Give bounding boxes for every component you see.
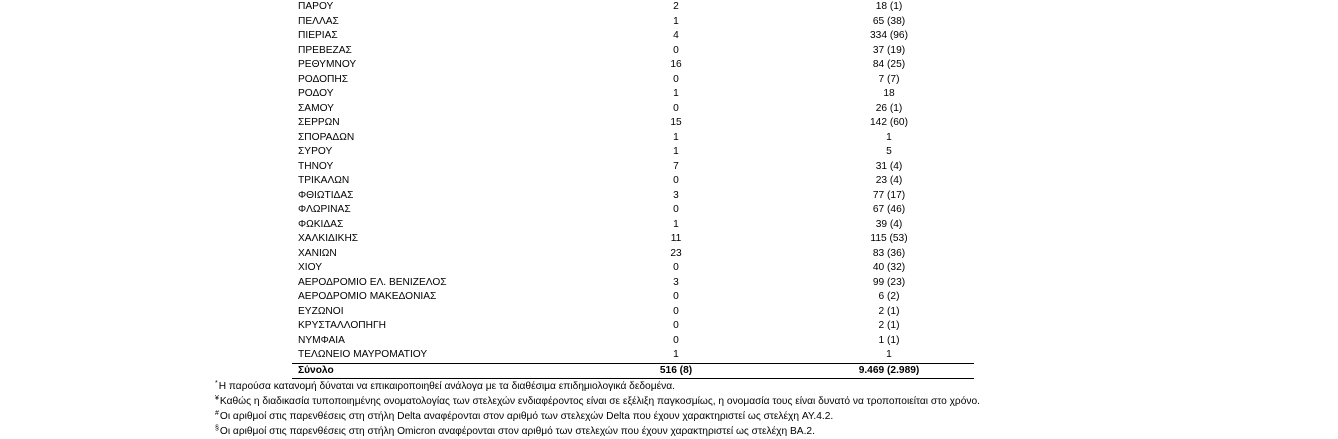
delta-cell: 18 (1) bbox=[875, 1, 903, 12]
table-row bbox=[292, 319, 974, 334]
omicron-cell: 0 bbox=[673, 204, 679, 215]
delta-cell: 23 (4) bbox=[875, 175, 903, 186]
delta-cell: 1 (1) bbox=[878, 334, 900, 346]
omicron-cell: 23 bbox=[670, 247, 682, 259]
footnote-mark: § bbox=[215, 425, 219, 432]
table-row bbox=[292, 102, 974, 117]
region-cell: ΤΡΙΚΑΛΩΝ bbox=[298, 175, 350, 186]
delta-cell: 65 (38) bbox=[872, 15, 906, 27]
delta-cell: 39 (4) bbox=[875, 218, 903, 230]
delta-cell: 67 (46) bbox=[872, 204, 906, 215]
footnote bbox=[215, 391, 1315, 406]
delta-cell: 31 (4) bbox=[875, 160, 903, 172]
table-row bbox=[292, 73, 974, 88]
footnote-text: Καθώς η διαδικασία τυποποιημένης ονοματολογίας των στελεχών ενδιαφέροντος είναι σε εξέλιξη παγκοσμίως, η ονομασία τους είναι δυνατό να τροποποιείται στο χρόνο. bbox=[219, 396, 980, 407]
footnote-mark: # bbox=[215, 410, 219, 417]
table-body bbox=[292, 0, 974, 363]
table-row bbox=[292, 58, 974, 73]
delta-cell: 18 bbox=[883, 88, 895, 99]
total-label: Σύνολο bbox=[292, 363, 598, 379]
footnote-text: Οι αριθμοί στις παρενθέσεις στη στήλη Delta αναφέρονται στον αριθμό των στελεχών Delta που έχουν χαρακτηριστεί ως στελέχη AY.4.2. bbox=[219, 411, 834, 422]
footnote-mark: * bbox=[215, 380, 218, 387]
table-row bbox=[292, 131, 974, 146]
table-row bbox=[292, 145, 974, 160]
omicron-cell: 3 bbox=[673, 189, 679, 201]
omicron-cell: 2 bbox=[673, 1, 679, 12]
footnote bbox=[215, 421, 1315, 436]
delta-cell: 83 (36) bbox=[872, 247, 906, 259]
omicron-cell: 16 bbox=[670, 59, 682, 70]
table-row bbox=[292, 15, 974, 30]
footnote-mark: ¥ bbox=[215, 395, 219, 402]
table-row bbox=[292, 0, 974, 15]
omicron-cell: 1 bbox=[673, 349, 679, 360]
delta-cell: 77 (17) bbox=[872, 189, 906, 201]
omicron-cell: 7 bbox=[673, 160, 679, 172]
omicron-cell: 4 bbox=[673, 30, 679, 41]
table-row bbox=[292, 305, 974, 320]
table-row bbox=[292, 160, 974, 175]
region-cell: ΣΥΡΟΥ bbox=[298, 146, 333, 157]
delta-cell: 5 bbox=[886, 146, 892, 157]
delta-cell: 334 (96) bbox=[870, 30, 908, 41]
table-row bbox=[292, 261, 974, 276]
region-cell: ΡΟΔΟΥ bbox=[298, 88, 334, 99]
footnote-text: Οι αριθμοί στις παρενθέσεις στη στήλη Omicron αναφέρονται στον αριθμό των στελεχών που έχουν χαρακτηριστεί ως στελέχη BA.2. bbox=[219, 426, 815, 437]
delta-cell: 84 (25) bbox=[872, 59, 906, 70]
delta-cell: 1 bbox=[886, 349, 892, 360]
omicron-cell: 0 bbox=[673, 73, 679, 85]
omicron-cell: 1 bbox=[673, 15, 679, 27]
region-cell: ΦΛΩΡΙΝΑΣ bbox=[298, 204, 351, 215]
region-cell: ΣΠΟΡΑΔΩΝ bbox=[298, 131, 355, 143]
table-row bbox=[292, 189, 974, 204]
region-cell: ΑΕΡΟΔΡΟΜΙΟ ΕΛ. ΒΕΝΙΖΕΛΟΣ bbox=[298, 276, 447, 288]
region-cell: ΤΗΝΟΥ bbox=[298, 160, 334, 172]
region-cell: ΦΘΙΩΤΙΔΑΣ bbox=[298, 189, 354, 201]
omicron-cell: 1 bbox=[673, 218, 679, 230]
region-cell: ΧΙΟΥ bbox=[298, 262, 323, 273]
region-cell: ΠΡΕΒΕΖΑΣ bbox=[298, 44, 352, 56]
variants-by-region-table bbox=[292, 0, 974, 379]
delta-cell: 2 (1) bbox=[878, 305, 900, 317]
omicron-cell: 0 bbox=[673, 291, 679, 302]
footnote bbox=[215, 376, 1315, 391]
omicron-cell: 3 bbox=[673, 276, 679, 288]
region-cell: ΣΕΡΡΩΝ bbox=[298, 117, 340, 128]
region-cell: ΠΑΡΟΥ bbox=[298, 1, 334, 12]
delta-cell: 115 (53) bbox=[870, 233, 908, 244]
region-cell: ΡΟΔΟΠΗΣ bbox=[298, 73, 349, 85]
table-row bbox=[292, 232, 974, 247]
delta-cell: 6 (2) bbox=[878, 291, 900, 302]
delta-cell: 1 bbox=[886, 131, 892, 143]
omicron-cell: 0 bbox=[673, 44, 679, 56]
region-cell: ΚΡΥΣΤΑΛΛΟΠΗΓΗ bbox=[298, 320, 386, 331]
region-cell: ΤΕΛΩΝΕΙΟ ΜΑΥΡΟΜΑΤΙΟΥ bbox=[298, 349, 428, 360]
omicron-cell: 0 bbox=[673, 320, 679, 331]
omicron-cell: 1 bbox=[673, 88, 679, 99]
footnotes bbox=[215, 376, 1315, 436]
footnote bbox=[215, 406, 1315, 421]
region-cell: ΕΥΖΩΝΟΙ bbox=[298, 305, 344, 317]
omicron-cell: 15 bbox=[670, 117, 682, 128]
omicron-cell: 0 bbox=[673, 305, 679, 317]
omicron-cell: 0 bbox=[673, 334, 679, 346]
table-row bbox=[292, 203, 974, 218]
table-row bbox=[292, 87, 974, 102]
table-row bbox=[292, 334, 974, 349]
table-row bbox=[292, 44, 974, 59]
table-row bbox=[292, 247, 974, 262]
table-row bbox=[292, 290, 974, 305]
region-cell: ΧΑΛΚΙΔΙΚΗΣ bbox=[298, 233, 359, 244]
table-row bbox=[292, 276, 974, 291]
delta-cell: 37 (19) bbox=[872, 44, 906, 56]
region-cell: ΧΑΝΙΩΝ bbox=[298, 247, 337, 259]
delta-cell: 26 (1) bbox=[875, 102, 903, 114]
region-cell: ΝΥΜΦΑΙΑ bbox=[298, 334, 345, 346]
table-row bbox=[292, 116, 974, 131]
region-cell: ΦΩΚΙΔΑΣ bbox=[298, 218, 344, 230]
omicron-cell: 0 bbox=[673, 102, 679, 114]
omicron-cell: 1 bbox=[673, 131, 679, 143]
delta-cell: 7 (7) bbox=[878, 73, 900, 85]
region-cell: ΑΕΡΟΔΡΟΜΙΟ ΜΑΚΕΔΟΝΙΑΣ bbox=[298, 291, 437, 302]
delta-cell: 2 (1) bbox=[878, 320, 900, 331]
omicron-cell: 0 bbox=[673, 175, 679, 186]
table-row bbox=[292, 348, 974, 363]
omicron-cell: 11 bbox=[670, 233, 682, 244]
region-cell: ΠΙΕΡΙΑΣ bbox=[298, 30, 338, 41]
total-delta: 9.469 (2.989) bbox=[754, 363, 974, 379]
region-cell: ΠΕΛΛΑΣ bbox=[298, 15, 339, 27]
omicron-cell: 1 bbox=[673, 146, 679, 157]
footnote-text: Η παρούσα κατανομή δύναται να επικαιροποιηθεί ανάλογα με τα διαθέσιμα επιδημιολογικά δεδομένα. bbox=[218, 381, 675, 392]
table-row bbox=[292, 218, 974, 233]
delta-cell: 40 (32) bbox=[872, 262, 906, 273]
omicron-cell: 0 bbox=[673, 262, 679, 273]
delta-cell: 99 (23) bbox=[872, 276, 906, 288]
region-cell: ΣΑΜΟΥ bbox=[298, 102, 334, 114]
delta-cell: 142 (60) bbox=[870, 117, 908, 128]
table-row bbox=[292, 29, 974, 44]
table-row bbox=[292, 174, 974, 189]
total-omicron: 516 (8) bbox=[598, 363, 754, 379]
region-cell: ΡΕΘΥΜΝΟΥ bbox=[298, 59, 357, 70]
